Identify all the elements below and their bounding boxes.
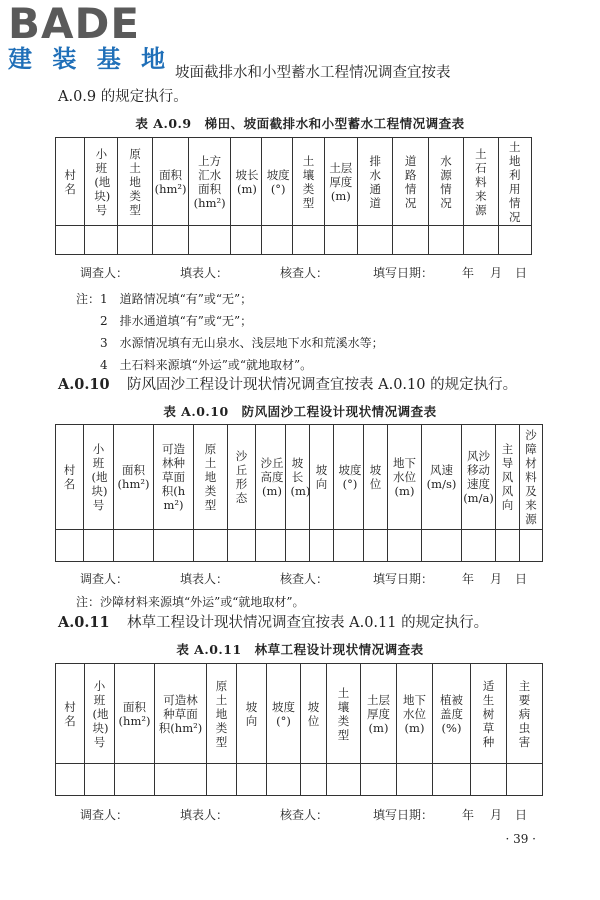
table10-header: 主导风风向	[496, 425, 520, 530]
intro-line-2: A.0.9 的规定执行。	[58, 89, 188, 105]
table10-caption: 表 A.0.10 防风固沙工程设计现状情况调查表	[163, 404, 437, 419]
table10-header: 沙丘形态	[228, 425, 256, 530]
table9-header: 排水通道	[357, 138, 392, 226]
section-number: A.0.11	[58, 614, 110, 631]
table10-header-row	[56, 425, 543, 530]
table10-header: 坡位	[364, 425, 388, 530]
table11-header: 原土地类型	[207, 664, 237, 764]
section-text: 防风固沙工程设计现状情况调查宜按表 A.0.10 的规定执行。	[127, 377, 518, 393]
table11-header: 土层厚度(m)	[361, 664, 397, 764]
year-label: 年	[462, 266, 475, 280]
table9-header: 水源情况	[428, 138, 463, 226]
table11-header: 可造林种草面积(hm²)	[155, 664, 207, 764]
month-label: 月	[490, 572, 503, 586]
table11-header: 土壤类型	[327, 664, 361, 764]
table10-sign-line	[0, 570, 600, 586]
table10-header: 面积(hm²)	[114, 425, 154, 530]
table10-header: 沙丘高度(m)	[256, 425, 286, 530]
table10-header: 坡向	[310, 425, 334, 530]
table11-sign-line	[0, 806, 600, 822]
year-label: 年	[462, 572, 475, 586]
table9-header: 土石料来源	[464, 138, 498, 226]
filler-label: 填表人：	[180, 808, 229, 822]
table9-caption: 表 A.0.9 梯田、坡面截排水和小型蓄水工程情况调查表	[135, 116, 465, 131]
table9-header: 坡长(m)	[230, 138, 261, 226]
table9-header: 土地利用情况	[498, 138, 531, 226]
section-number: A.0.10	[58, 376, 110, 393]
table9-empty-row	[56, 226, 532, 255]
table11-header: 地下水位(m)	[397, 664, 433, 764]
checker-label: 核查人：	[280, 572, 329, 586]
table10-header: 坡长(m)	[286, 425, 310, 530]
date-label: 填写日期：	[373, 266, 434, 280]
section-text: 林草工程设计现状情况调查宜按表 A.0.11 的规定执行。	[127, 615, 489, 631]
table9-header: 道路情况	[393, 138, 428, 226]
table10-header: 坡度(°)	[334, 425, 364, 530]
note-item: 3 水源情况填有无山泉水、浅层地下水和荒溪水等；	[100, 336, 384, 350]
table9-header: 土层厚度(m)	[324, 138, 357, 226]
table11-header-row	[56, 664, 543, 764]
note-item: 2 排水通道填“有”或“无”；	[100, 314, 253, 328]
month-label: 月	[490, 808, 503, 822]
surveyor-label: 调查人：	[80, 572, 129, 586]
table11-header: 小班(地块)号	[85, 664, 115, 764]
date-label: 填写日期：	[373, 572, 434, 586]
table11-header: 植被盖度(%)	[433, 664, 471, 764]
year-label: 年	[462, 808, 475, 822]
table11-empty-row	[56, 764, 543, 796]
day-label: 日	[515, 266, 528, 280]
logo-chinese: 建 装 基 地	[8, 45, 172, 73]
date-label: 填写日期：	[373, 808, 434, 822]
table10-header: 可造林种草面积(hm²)	[154, 425, 194, 530]
note10: 注：沙障材料来源填“外运”或“就地取材”。	[76, 595, 305, 609]
table9-header: 原土地类型	[118, 138, 152, 226]
table-a010	[55, 424, 543, 562]
month-label: 月	[490, 266, 503, 280]
checker-label: 核查人：	[280, 266, 329, 280]
table9-header: 土壤类型	[293, 138, 324, 226]
table9-sign-line	[0, 264, 600, 280]
table9-header: 面积(hm²)	[152, 138, 188, 226]
day-label: 日	[515, 572, 528, 586]
table10-header: 沙障材料及来源	[520, 425, 543, 530]
checker-label: 核查人：	[280, 808, 329, 822]
surveyor-label: 调查人：	[80, 266, 129, 280]
note-item: 4 土石料来源填“外运”或“就地取材”。	[100, 358, 313, 372]
table10-header: 风沙移动速度(m/a)	[462, 425, 496, 530]
surveyor-label: 调查人：	[80, 808, 129, 822]
table11-header: 面积(hm²)	[115, 664, 155, 764]
day-label: 日	[515, 808, 528, 822]
table9-header: 小班(地块)号	[85, 138, 118, 226]
table11-header: 坡度(°)	[267, 664, 301, 764]
notes9-prefix: 注：	[76, 292, 101, 306]
table11-header: 村名	[56, 664, 85, 764]
table-a09	[55, 137, 532, 255]
table11-header: 适生树草种	[471, 664, 507, 764]
filler-label: 填表人：	[180, 266, 229, 280]
table10-header: 村名	[56, 425, 84, 530]
table9-header: 村名	[56, 138, 85, 226]
table-a011	[55, 663, 543, 796]
table10-header: 原土地类型	[194, 425, 228, 530]
table10-header: 地下水位(m)	[388, 425, 422, 530]
table11-header: 坡向	[237, 664, 267, 764]
table10-header: 风速(m/s)	[422, 425, 462, 530]
table11-caption: 表 A.0.11 林草工程设计现状情况调查表	[176, 642, 424, 657]
intro-line-1: 坡面截排水和小型蓄水工程情况调查宜按表	[175, 65, 451, 81]
logo-wordmark: BADE	[8, 0, 141, 48]
table11-header: 坡位	[301, 664, 327, 764]
table11-header: 主要病虫害	[507, 664, 543, 764]
table9-header-row	[56, 138, 532, 226]
note-item: 1 道路情况填“有”或“无”；	[100, 292, 253, 306]
table9-header: 上方汇水面积(hm²)	[189, 138, 231, 226]
table9-header: 坡度(°)	[262, 138, 293, 226]
table10-empty-row	[56, 530, 543, 562]
filler-label: 填表人：	[180, 572, 229, 586]
table10-header: 小班(地块)号	[84, 425, 114, 530]
page-number: · 39 ·	[505, 832, 536, 846]
